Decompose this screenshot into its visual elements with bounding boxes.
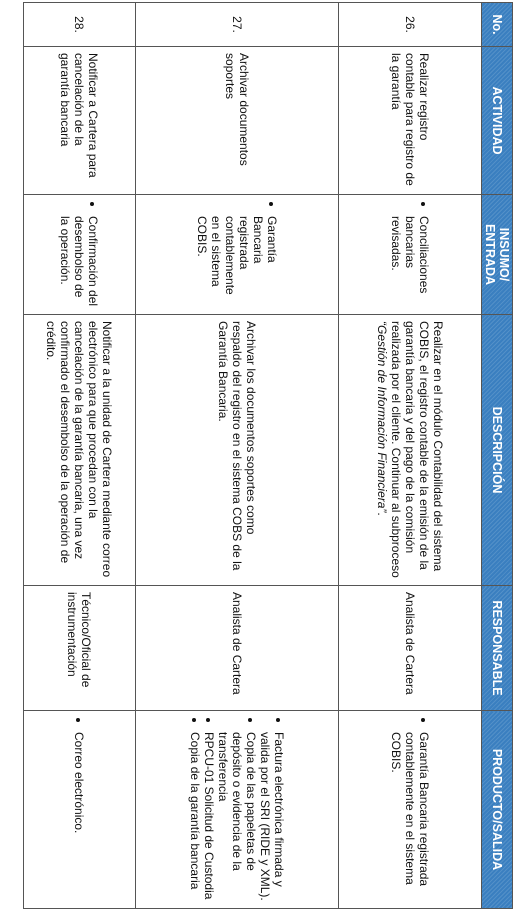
table-row — [136, 3, 339, 909]
insumo-cell — [24, 195, 136, 315]
table-row — [24, 3, 136, 909]
responsable-cell: Técnico/Oficial de instrumentación — [24, 586, 136, 711]
insumo-cell — [136, 195, 339, 315]
responsable-cell: Analista de Cartera — [339, 586, 482, 711]
row-number: 28. — [24, 3, 136, 47]
descripcion-continue-text: Continuar al subproceso — [389, 447, 403, 578]
descripcion-cell: Notificar a la unidad de Cartera mediante correo electrónico para que procedan con la cancelación de la garantía bancaria, una vez confirmado el desembolso de la operación de crédito. — [24, 315, 136, 586]
table-row — [339, 3, 482, 909]
subprocess-name: “Gestión de Información Financiera” — [375, 321, 389, 513]
header-descripcion: DESCRIPCIÓN — [482, 315, 513, 586]
producto-item: • Copia de la garantía bancaria — [188, 732, 202, 902]
insumo-item: • Garantía Bancaria registrada contablemente en el sistema COBIS. — [195, 216, 279, 308]
header-responsable: RESPONSABLE — [482, 586, 513, 711]
header-row — [482, 3, 513, 909]
header-actividad: ACTIVIDAD — [482, 47, 513, 195]
producto-item: • Correo electrónico. — [73, 732, 87, 902]
row-number: 27. — [136, 3, 339, 47]
actividad-cell: Notificar a Cartera para cancelación de la garantía bancaria — [24, 47, 136, 195]
header-insumo: INSUMO/ ENTRADA — [482, 195, 513, 315]
responsable-cell: Analista de Cartera — [136, 586, 339, 711]
row-number: 26. — [339, 3, 482, 47]
producto-cell — [24, 711, 136, 909]
insumo-item: • Conciliaciones bancarias revisadas. — [389, 216, 431, 308]
producto-item: • RPCU-01 Solicitud de Custodia — [202, 732, 216, 902]
producto-item: • Garantía Bancaria registrada contablemente en el sistema COBIS. — [389, 732, 431, 902]
process-table — [23, 2, 513, 909]
descripcion-cell — [339, 315, 482, 586]
insumo-item: • Confirmación del desembolso de la operación. — [59, 216, 101, 308]
producto-cell — [136, 711, 339, 909]
descripcion-end: . — [375, 512, 389, 516]
actividad-cell: Realizar registro contable para registro de la garantía — [339, 47, 482, 195]
header-no: No. — [482, 3, 513, 47]
descripcion-cell: Archivar los documentos soportes como respaldo del registro en el sistema COBS de la Garantía Bancaria. — [136, 315, 339, 586]
descripcion-text: Realizar en el módulo Contabilidad del sistema COBIS, el registro contable de la emisión de la garantía bancaria y del pago de la comisión realizada por el cliente. — [389, 321, 445, 572]
insumo-cell — [339, 195, 482, 315]
producto-cell — [339, 711, 482, 909]
producto-item: • Factura electrónica firmada y valida por el SRI (RIDE y XML). — [258, 732, 286, 902]
actividad-cell: Archivar documentos soportes — [136, 47, 339, 195]
header-producto: PRODUCTO/SALIDA — [482, 711, 513, 909]
producto-item: • Copia de las papeletas de depósito o evidencia de la transferencia — [216, 732, 258, 902]
